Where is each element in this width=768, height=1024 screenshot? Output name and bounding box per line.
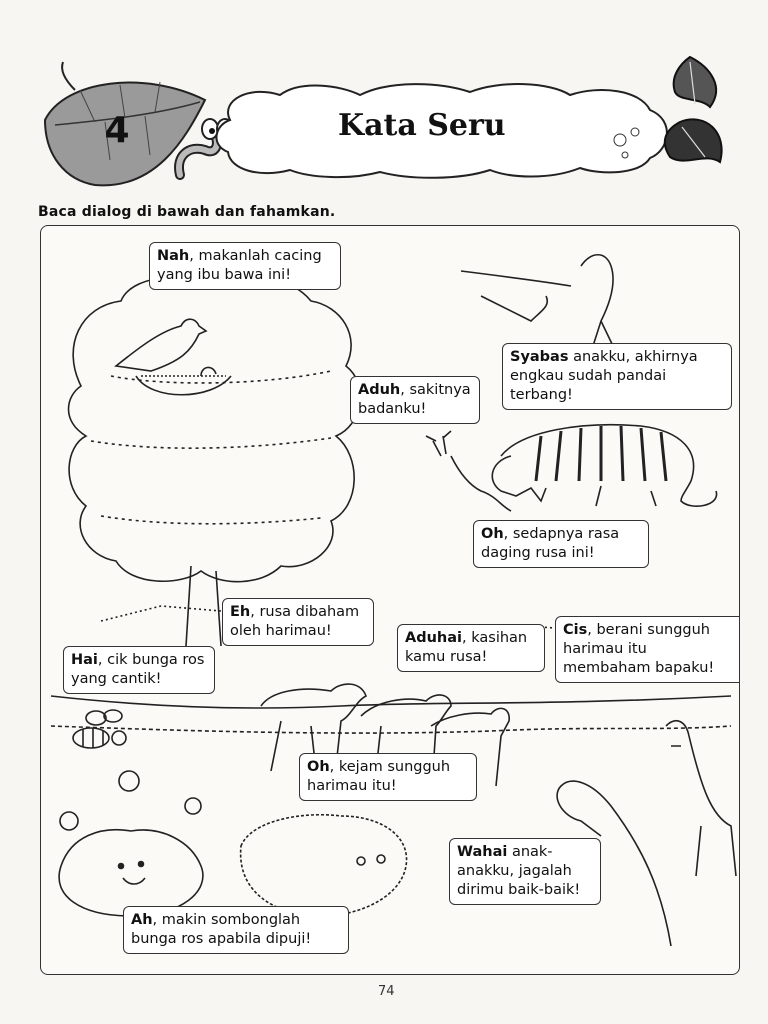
bubble-oh-sedap: Oh, sedapnya rasa daging rusa ini!	[473, 520, 649, 568]
bubble-eh: Eh, rusa dibaham oleh harimau!	[222, 598, 374, 646]
baby-bird-icon	[481, 296, 547, 321]
bubble-hai: Hai, cik bunga ros yang cantik!	[63, 646, 215, 694]
illustration-frame	[40, 225, 740, 975]
bubble-wahai: Wahai anak-anakku, jagalah dirimu baik-baik!	[449, 838, 601, 905]
bubble-aduhai: Aduhai, kasihan kamu rusa!	[397, 624, 545, 672]
bubble-aduh: Aduh, sakitnya badanku!	[350, 376, 480, 424]
page-number: 74	[378, 984, 395, 999]
chapter-header	[0, 0, 768, 200]
chapter-number: 4	[104, 110, 130, 151]
bubble-ah: Ah, makin sombonglah bunga ros apabila dipuji!	[123, 906, 349, 954]
bubble-cis: Cis, berani sungguh harimau itu membaham bapaku!	[555, 616, 740, 683]
mother-bird-icon	[116, 319, 206, 371]
bubble-syabas: Syabas anakku, akhirnya engkau sudah pandai terbang!	[502, 343, 732, 410]
bubble-nah: Nah, makanlah cacing yang ibu bawa ini!	[149, 242, 341, 290]
page-title: Kata Seru	[338, 108, 506, 143]
nest-icon	[136, 376, 231, 395]
scene-illustration	[41, 226, 740, 975]
leaves-icon	[650, 52, 730, 182]
bush-icon	[241, 815, 407, 916]
father-bird-icon	[461, 255, 613, 346]
bubble-oh-kejam: Oh, kejam sungguh harimau itu!	[299, 753, 477, 801]
tiger-icon	[492, 425, 716, 506]
young-deer-icon	[666, 721, 736, 876]
rose-icon	[119, 771, 139, 791]
tree-bush-icon	[69, 275, 361, 581]
fallen-deer-icon	[426, 431, 511, 511]
instruction-text: Baca dialog di bawah dan fahamkan.	[38, 204, 336, 220]
